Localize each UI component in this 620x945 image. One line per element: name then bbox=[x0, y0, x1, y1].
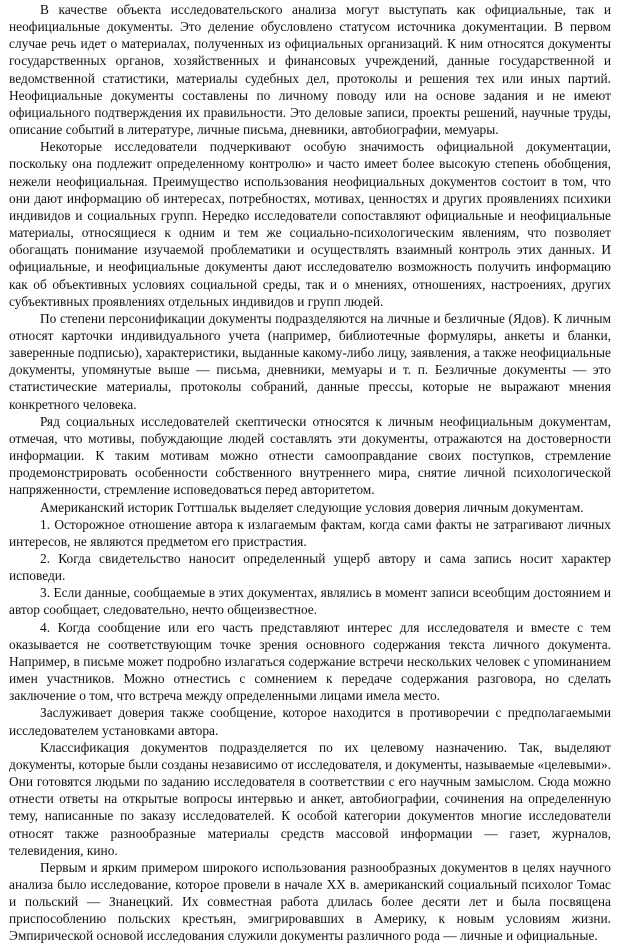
paragraph-personification: По степени персонификации документы подразделяются на личные и безличные (Ядов). К личным относят карточки индивидуального учета (например, библиотечные формуляры, анкеты и бланки, заверенные подписью), характеристики, выданные какому-либо лицу, заявления, а также неофициальные документы, упомянутые выше — письма, дневники, мемуары и т. п. Безличные документы — это статистические материалы, протоколы собраний, данные прессы, которые не выражают мнения конкретного человека. bbox=[9, 310, 611, 412]
paragraph-document-types: В качестве объекта исследовательского анализа могут выступать как официальные, так и неофициальные документы. Это деление обусловлено статусом источника документации. В первом случае речь идет о материалах, полученных из официальных организаций. К ним относятся документы государственных органов, хозяйственных и финансовых учреждений, данные государственной и ведомственной статистики, материалы судебных дел, протоколы и решения тех или иных партий. Неофициальные документы составлены по личному поводу или на основе задания и не имеют официального подтверждения их правильности. Это деловые записи, проекты решений, научные труды, описание событий в литературе, личные письма, дневники, автобиографии, мемуары. bbox=[9, 2, 611, 138]
paragraph-condition-3: 3. Если данные, сообщаемые в этих документах, являлись в момент записи всеобщим достоянием и автор сообщает, следовательно, нечто общеизвестное. bbox=[9, 585, 611, 618]
paragraph-gottschalk-intro: Американский историк Готтшальк выделяет следующие условия доверия личным документам. bbox=[40, 499, 584, 515]
paragraph-trust-contradiction: Заслуживает доверия также сообщение, которое находится в противоречии с предполагаемыми исследователем установками автора. bbox=[9, 705, 611, 738]
paragraph-classification-purpose: Классификация документов подразделяется по их целевому назначению. Так, выделяют документы, которые были созданы независимо от исследователя, и документы, называемые «целевыми». Они готовятся людьми по заданию исследователя в соответствии с его научным замыслом. Сюда можно отнести ответы на открытые вопросы интервью и анкет, автобиографии, сочинения на определенную тему, написанные по заказу исследователей. К особой категории документов многие исследователи относят также разнообразные материалы средств массовой информации — газет, журналов, телевидения, кино. bbox=[9, 739, 611, 858]
paragraph-condition-1: 1. Осторожное отношение автора к излагаемым фактам, когда сами факты не затрагивают личных интересов, не являются предметом его пристрастия. bbox=[9, 516, 611, 549]
paragraph-official-vs-unofficial: Некоторые исследователи подчеркивают особую значимость официальной документации, поскольку она подлежит определенному контролю» и часто имеет более высокую степень обобщения, нежели неофициальная. Преимущество использования неофициальных документов состоит в том, что они дают информацию об интересах, потребностях, мотивах, ценностях и других проявлениях психики индивидов и социальных групп. Нередко исследователи сопоставляют официальные и неофициальные материалы, относящиеся к одним и тем же социально-психологическим явлениям, что позволяет обогащать понимание изучаемой проблематики и осуществлять взаимный контроль этих данных. И официальные, и неофициальные документы дают исследователю возможность получить информацию как об объективных условиях социальной среды, так и о мнениях, отношениях, настроениях, других субъективных проявлениях отдельных индивидов и групп людей. bbox=[9, 139, 611, 309]
paragraph-condition-4: 4. Когда сообщение или его часть представляют интерес для исследователя и вместе с тем оказывается не соответствующим точке зрения основного содержания текста личного документа. Например, в письме может подробно излагаться содержание встречи нескольких человек с упоминанием имен участников. Можно отнестись с сомнением к передаче содержания разговора, но сделать заключение о том, что встреча между определенными лицами имела место. bbox=[9, 619, 611, 704]
paragraph-skepticism: Ряд социальных исследователей скептически относятся к личным неофициальным документам, отмечая, что мотивы, побуждающие людей составлять эти документы, отражаются на достоверности информации. К таким мотивам можно отнести самооправдание своих поступков, стремление продемонстрировать особенности собственного внутреннего мира, снятие личной психологической напряженности, стремление исповедоваться перед авторитетом. bbox=[9, 413, 611, 498]
paragraph-thomas-znaniecki: Первым и ярким примером широкого использования разнообразных документов в целях научного анализа было исследование, которое провели в начале XX в. американский социальный психолог Томас и польский — Знанецкий. Их совместная работа длилась более десяти лет и была посвящена приспособлению польских крестьян, эмигрировавших в Америку, к новым условиям жизни. Эмпирической основой исследования служили документы различного рода — личные и официальные. bbox=[9, 859, 611, 944]
paragraph-condition-2: 2. Когда свидетельство наносит определенный ущерб автору и сама запись носит характер исповеди. bbox=[9, 551, 611, 584]
